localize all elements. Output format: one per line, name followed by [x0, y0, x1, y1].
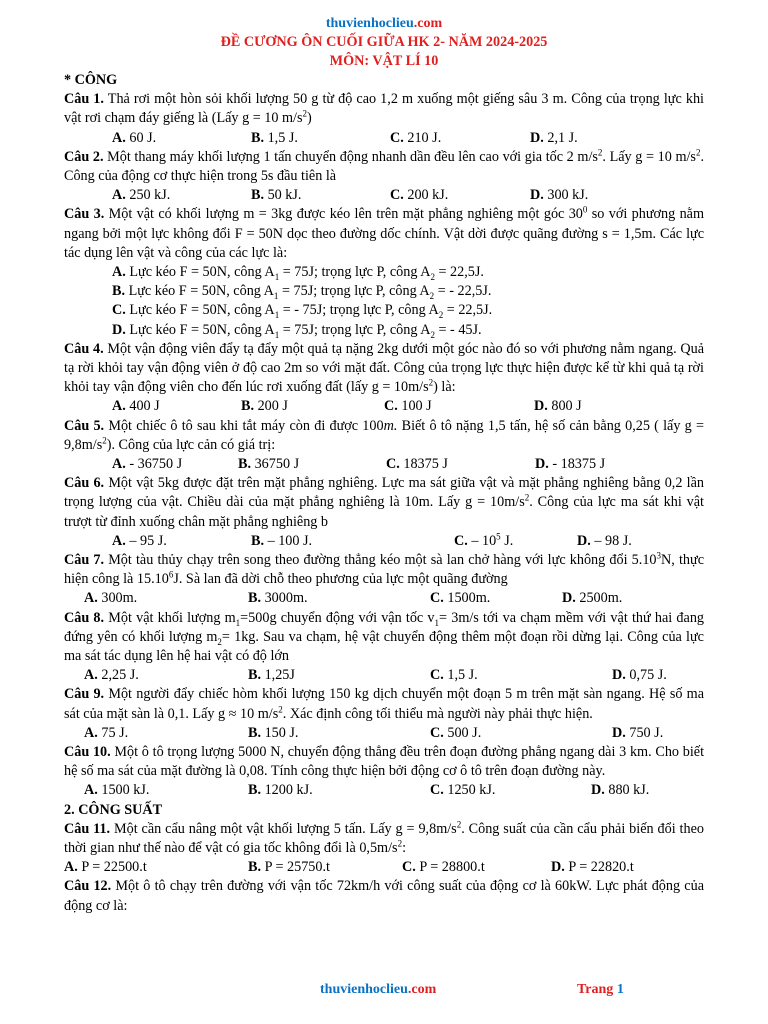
option-d: D. Lực kéo F = 50N, công $A_1 = 75J$; trọng lực P, công $A_2$ = - 45J. — [112, 321, 482, 340]
option-b: B. 1,25J — [248, 667, 295, 684]
option-d: D. 800 J — [534, 398, 582, 415]
option-d: D. 880 kJ. — [591, 782, 650, 799]
option-d: D. 0,75 J. — [612, 667, 667, 684]
option-c: C. 1,5 J. — [430, 667, 478, 684]
option-b: B. Lực kéo F = 50N, công $A_1 = 75J$; trọng lực P, công $A_2$ = - 22,5J. — [112, 283, 492, 302]
option-c: C. 100 J — [384, 398, 432, 415]
question-9-options — [64, 724, 704, 743]
option-d: D. 300 kJ. — [530, 187, 589, 204]
option-c: C. 18375 J — [386, 456, 448, 473]
question-2-options — [64, 186, 704, 205]
question-1-options — [64, 129, 704, 148]
option-d: D. - 18375 J — [535, 456, 606, 473]
option-a: A. 60 J. — [112, 129, 157, 146]
question-9: Câu 9. Một người đẩy chiếc hòm khối lượng 150 kg dịch chuyển một đoạn 5 m trên mặt sàn ngang. Hệ số ma sát của mặt sàn là 0,1. Lấy g ≈ 10 $m/s^2$. Xác định công tối thiểu mà người này phải thực hiện. — [64, 686, 704, 722]
option-c: C. Lực kéo F = 50N, công $A_1$ = - 75J; trọng lực P, công $A_2 = 22,5J$. — [112, 302, 493, 321]
option-a: A. – 95 J. — [112, 532, 167, 549]
option-d: D. – 98 J. — [577, 532, 632, 549]
option-a: A. 2,25 J. — [84, 667, 139, 684]
question-8-options — [64, 666, 704, 685]
document-subject: MÔN: VẬT LÍ 10 — [329, 53, 439, 69]
question-7: Câu 7. Một tàu thủy chạy trên song theo đường thẳng kéo một sà lan chở hàng với lực không đổi 5.10$^3$N, thực hiện công là 15.10$^6$J. Sà lan đã dời chỗ theo phương của lực một quãng đường — [64, 550, 704, 588]
question-3: Câu 3. Một vật có khối lượng m = 3kg được kéo lên trên mặt phẳng nghiêng một góc $30^0$ so với phương nằm ngang bởi một lực không đổi F = 50N dọc theo đường dốc chính. Vật dời được quãng đường s = 1,5m. Các lực tác dụng lên vật và công của các lực là: — [64, 204, 705, 261]
option-c: C. 1250 kJ. — [430, 782, 496, 799]
option-a: A. 300m. — [84, 590, 138, 607]
question-4: Câu 4. Một vận động viên đẩy tạ đẩy một quả tạ nặng 2kg dưới một góc nào đó so với phương nằm ngang. Quả tạ rời khỏi tay vận động viên ở độ cao 2m so với mặt đất. Công của trọng lực thực hiện được kể từ khi quả tạ rời khỏi tay vận động viên cho đến lúc rơi xuống đất (lấy $g = 10m/s^2$) là: — [64, 340, 704, 396]
question-3-options — [64, 263, 704, 340]
section-heading-cong: * CÔNG — [64, 72, 118, 88]
question-10: Câu 10. Một ô tô trọng lượng 5000 N, chuyển động thẳng đều trên đoạn đường phẳng ngang dài 3 km. Cho biết hệ số ma sát của mặt đường là 0,08. Tính công thực hiện bởi động cơ ô tô trên đoạn đường này. — [64, 743, 705, 780]
question-6: Câu 6. Một vật 5kg được đặt trên mặt phẳng nghiêng. Lực ma sát giữa vật và mặt phẳng nghiêng bằng 0,2 lần trọng lượng của vật. Chiều dài của mặt phẳng nghiêng là 10m. Lấy $g = 10m/s^2$. Công của lực ma sát khi vật trượt từ đỉnh xuống chân mặt phẳng nghiêng b — [64, 475, 704, 530]
option-a: A. Lực kéo F = 50N, công $A_1 = 75J$; trọng lực P, công $A_2 = 22,5J$. — [112, 264, 484, 282]
question-5: Câu 5. Một chiếc ô tô sau khi tắt máy còn đi được 100m. Biết ô tô nặng 1,5 tấn, hệ số cản bằng 0,25 ( lấy $g = 9,8m/s^2$). Công của lực cản có giá trị: — [64, 417, 704, 453]
option-b: B. 3000m. — [248, 590, 308, 607]
question-12: Câu 12. Một ô tô chạy trên đường với vận tốc 72km/h với công suất của động cơ là 60kW. Lực phát động của động cơ là: — [64, 878, 704, 914]
question-6-options — [64, 532, 704, 551]
option-c: C. 1500m. — [430, 590, 491, 607]
question-2: Câu 2. Một thang máy khối lượng 1 tấn chuyển động nhanh dần đều lên cao với gia tốc 2 $m/s^2$. Lấy g = 10 $m/s^2$. Công của động cơ thực hiện trong 5s đầu tiên là — [64, 147, 705, 184]
option-c: C. P = 28800.t — [402, 859, 485, 876]
option-b: B. P = 25750.t — [248, 859, 330, 876]
question-5-options — [64, 455, 704, 474]
option-a: A. - 36750 J — [112, 456, 183, 473]
question-11: Câu 11. Một cần cẩu nâng một vật khối lượng 5 tấn. Lấy $g = 9,8m/s^2$. Công suất của cần cẩu phải biến đổi theo thời gian như thế nào để vật có gia tốc không đổi là $0,5m/s^2$: — [64, 819, 704, 856]
option-d: D. P = 22820.t — [551, 859, 634, 876]
option-c: C. 200 kJ. — [390, 187, 449, 204]
option-a: A. 75 J. — [84, 724, 129, 741]
site-name: thuvienhoclieu — [325, 16, 414, 31]
option-a: A. 400 J — [112, 398, 160, 415]
question-7-options — [64, 589, 704, 608]
option-b: B. 1,5 J. — [251, 129, 298, 146]
option-b: B. 200 J — [241, 398, 288, 415]
page-footer — [0, 982, 768, 1002]
option-a: A. 250 kJ. — [112, 187, 171, 204]
option-b: B. 36750 J — [238, 456, 300, 473]
option-a: A. 1500 kJ. — [84, 782, 150, 799]
question-11-options — [64, 858, 704, 877]
document-title: ĐỀ CƯƠNG ÔN CUỐI GIỮA HK 2- NĂM 2024-2025 — [220, 34, 548, 50]
option-d: D. 2500m. — [562, 590, 623, 607]
option-b: B. 1200 kJ. — [248, 782, 313, 799]
option-a: A. P = 22500.t — [64, 859, 147, 876]
option-b: B. 150 J. — [248, 724, 299, 741]
option-c: C. 500 J. — [430, 724, 482, 741]
site-header — [64, 14, 704, 33]
option-d: D. 750 J. — [612, 724, 664, 741]
option-c: C. 210 J. — [390, 129, 442, 146]
question-10-options — [64, 781, 704, 800]
question-8: Câu 8. Một vật khối lượng $m_1=500g$ chuyển động với vận tốc $v_1= 3m/s$ tới va chạm mềm với vật thứ hai đang đứng yên có khối lượng $m_2= 1kg$. Sau va chạm, hệ vật chuyển động thêm một đoạn rồi dừng lại. Công của lực ma sát tác dụng lên hệ hai vật có độ lớn — [64, 609, 705, 664]
option-b: B. – 100 J. — [251, 532, 313, 549]
document-page — [64, 14, 704, 916]
section-heading-cong-suat: 2. CÔNG SUẤT — [64, 801, 163, 818]
footer-site: thuvienhoclieu.com — [320, 982, 437, 997]
option-d: D. 2,1 J. — [530, 129, 578, 146]
site-domain: .com — [413, 16, 443, 31]
question-1: Câu 1. Thả rơi một hòn sỏi khối lượng 50 g từ độ cao 1,2 m xuống một giếng sâu 3 m. Công của trọng lực khi vật rơi chạm đáy giếng là (Lấy g = 10 $m/s^2$) — [64, 91, 704, 127]
option-c: C. – $10^5$ J. — [454, 531, 514, 549]
page-number: Trang 1 — [577, 982, 624, 997]
option-b: B. 50 kJ. — [251, 187, 302, 204]
question-4-options — [64, 397, 704, 416]
